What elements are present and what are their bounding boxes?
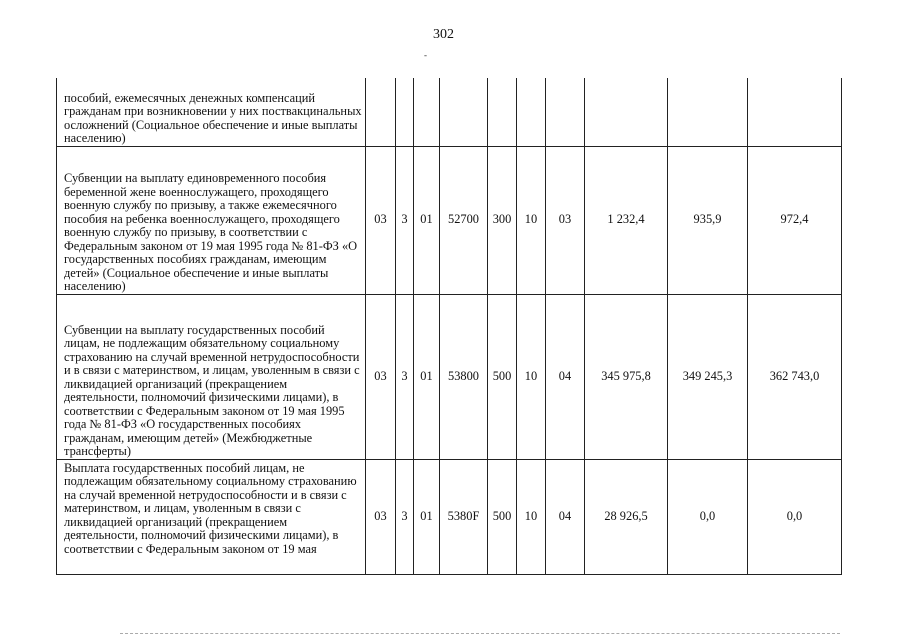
scan-mark: - [424, 50, 427, 60]
code-cell: 5380F [440, 459, 488, 574]
code-cell: 04 [546, 459, 585, 574]
amount-cell: 0,0 [668, 459, 748, 574]
row-description: Субвенции на выплату единовременного пособия беременной жене военнослужащего, проходящего военную службу по призыву, а также ежемесячного пособия на ребенка военнослужащего, проходящего военную службу по призыву, в соответствии с Федеральным законом от 19 мая 1995 года № 81-ФЗ «О государственных пособиях гражданам, имеющим детей» (Социальное обеспечение и иные выплаты населению) [57, 146, 366, 294]
amount-cell: 349 245,3 [668, 294, 748, 459]
table-row [57, 294, 842, 459]
amount-cell: 345 975,8 [585, 294, 668, 459]
code-cell: 10 [517, 459, 546, 574]
row-description: Субвенции на выплату государственных пособий лицам, не подлежащим обязательному социальному страхованию на случай временной нетрудоспособности и в связи с материнством, и лицам, уволенным в связи с ликвидацией организаций (прекращением деятельности, полномочий физическими лицами), в соответствии с Федеральным законом от 19 мая 1995 года № 81-ФЗ «О государственных пособиях гражданам, имеющим детей» (Межбюджетные трансферты) [57, 294, 366, 459]
code-cell: 3 [396, 459, 414, 574]
code-cell: 10 [517, 294, 546, 459]
amount-cell: 935,9 [668, 146, 748, 294]
code-cell: 03 [546, 146, 585, 294]
code-cell: 01 [414, 294, 440, 459]
code-cell: 01 [414, 146, 440, 294]
code-cell [414, 78, 440, 146]
scan-edge-line [120, 633, 840, 634]
code-cell: 03 [366, 294, 396, 459]
amount-cell [585, 78, 668, 146]
code-cell: 500 [488, 459, 517, 574]
code-cell: 300 [488, 146, 517, 294]
amount-cell [748, 78, 842, 146]
code-cell: 3 [396, 294, 414, 459]
code-cell: 03 [366, 459, 396, 574]
table-row [57, 146, 842, 294]
page-number: 302 [433, 27, 454, 42]
code-cell: 500 [488, 294, 517, 459]
code-cell: 01 [414, 459, 440, 574]
amount-cell: 0,0 [748, 459, 842, 574]
amount-cell [668, 78, 748, 146]
code-cell [366, 78, 396, 146]
code-cell [546, 78, 585, 146]
code-cell: 03 [366, 146, 396, 294]
amount-cell: 972,4 [748, 146, 842, 294]
row-description: пособий, ежемесячных денежных компенсаций гражданам при возникновении у них поствакцинальных осложнений (Социальное обеспечение и иные выплаты населению) [57, 78, 366, 146]
amount-cell: 1 232,4 [585, 146, 668, 294]
amount-cell: 28 926,5 [585, 459, 668, 574]
code-cell [396, 78, 414, 146]
amount-cell: 362 743,0 [748, 294, 842, 459]
code-cell: 53800 [440, 294, 488, 459]
table-row [57, 78, 842, 146]
code-cell: 3 [396, 146, 414, 294]
table-row [57, 459, 842, 574]
code-cell [488, 78, 517, 146]
code-cell [517, 78, 546, 146]
code-cell: 52700 [440, 146, 488, 294]
code-cell: 04 [546, 294, 585, 459]
budget-table [56, 78, 842, 575]
code-cell [440, 78, 488, 146]
row-description: Выплата государственных пособий лицам, не подлежащим обязательному социальному страхованию на случай временной нетрудоспособности и в связи с материнством, и лицам, уволенным в связи с ликвидацией организаций (прекращением деятельности, полномочий физическими лицами), в соответствии с Федеральным законом от 19 мая [57, 459, 366, 574]
code-cell: 10 [517, 146, 546, 294]
